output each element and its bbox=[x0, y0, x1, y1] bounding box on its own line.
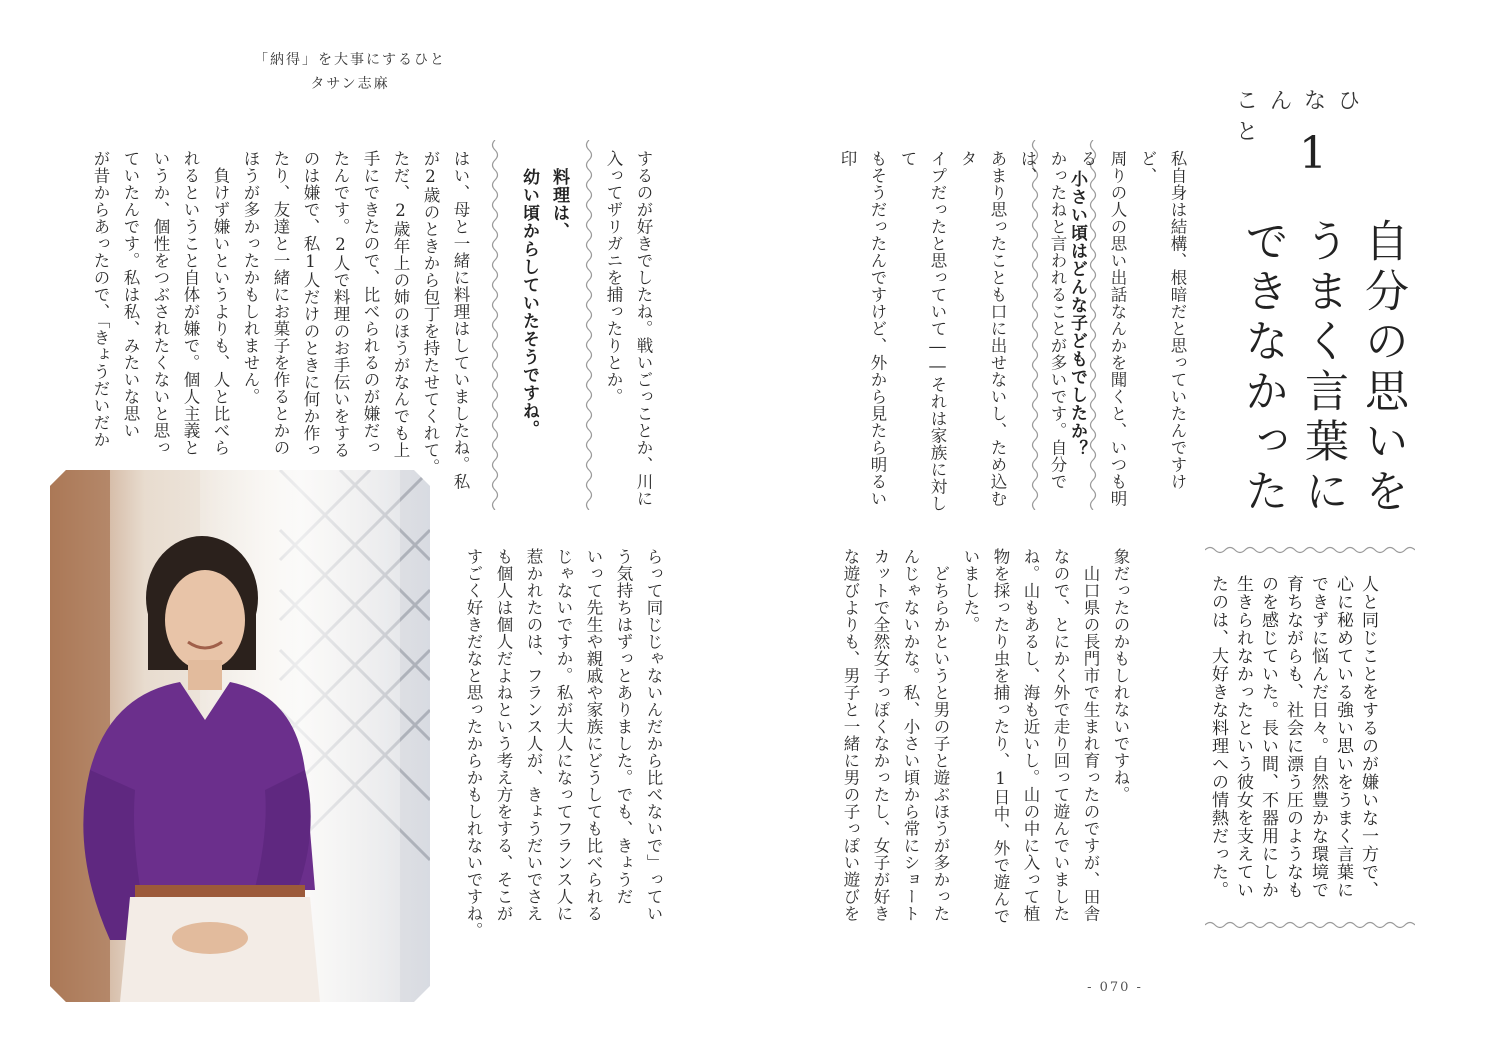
article-title: 自分の思いを うまく言葉に できなかった bbox=[1237, 218, 1408, 518]
body-column-left-top-b: はい、母と一緒に料理はしていましたね。私 が2歳のときから包丁を持たせてくれて。 ただ、2歳年上の姉のほうがなんでも上 手にできたので、比べられるのが嫌だっ たんです。2人で料理のお手伝いをする のは嫌で、私1人だけのときに何か作っ たり、友達と一緒にお菓子を作るとかの ほうが多かったかもしれません。 負けず嫌いというよりも、人と比べら れるということ自体が嫌で。個人主義と いうか、個性をつぶされたくないと思っ ていたんです。私は私、みたいな思い が昔からあったので、「きょうだいだか bbox=[91, 150, 470, 490]
body-column-right-top: 私自身は結構、根暗だと思っていたんですけど、 周りの人の思い出話なんかを聞くと、いつも明る かったねと言われることが多いです。自分では、 あまり思ったことも口に出せないし、ため込むタ イプだったと思っていて――それは家族に対して もそうだったんですけど、外から見たら明るい印 bbox=[838, 150, 1187, 512]
body-column-right-bottom: 象だったのかもしれないですね。 山口県の長門市で生まれ育ったのですが、田舎 なので、とにかく外で走り回って遊んでいました ね。山もあるし、海も近いし。山の中に入って植 物を採ったり虫を捕ったり、1日中、外で遊んで いました。 どちらかというと男の子と遊ぶほうが多かった んじゃないかな。私、小さい頃から常にショート カットで全然女子っぽくなかったし、女子が好き な遊びよりも、男子と一緒に男の子っぽい遊びを bbox=[841, 548, 1130, 925]
body-column-left-top-a: するのが好きでしたね。戦いごっことか、川に 入ってザリガニを捕ったりとか。 bbox=[604, 150, 653, 507]
lead-bottom-wave bbox=[1205, 918, 1415, 932]
header-subtitle: 「納得」を大事にするひと bbox=[254, 52, 446, 68]
lead-text: 人と同じことをするのが嫌いな一方で、 心に秘めている強い思いをうまく言葉に できずに悩んだ日々。自然豊かな環境で 育ちながらも、社会に漂う圧のようなも のを感じていた。長い間、不器用にしか 生きられなかったという彼女を支えてい たのは、大好きな料理への情熱だった。 bbox=[1208, 575, 1378, 899]
question2-wave-right bbox=[582, 140, 596, 510]
lead-top-wave bbox=[1205, 543, 1415, 557]
header-author: タサン志麻 bbox=[310, 76, 390, 92]
section-number: 1 bbox=[1299, 128, 1327, 179]
running-header bbox=[200, 48, 500, 96]
question-heading-2: 料理は、 幼い頃からしていたそうですね。 bbox=[519, 168, 569, 438]
page-number: - 070 - bbox=[1087, 980, 1143, 995]
question2-wave-left bbox=[488, 140, 502, 510]
question-heading-1: 小さい頃はどんな子どもでしたか？ bbox=[1067, 170, 1087, 458]
portrait-photo bbox=[50, 470, 430, 1002]
body-column-left-bottom: らって同じじゃないんだから比べないで」ってい う気持ちはずっとありました。でも、きょうだ いって先生や親戚や家族にどうしても比べられる じゃないですか。私が大人になってフランス人に 惹かれたのは、フランス人が、きょうだいでさえ も個人は個人だよねという考え方をする、そこが すごく好きだなと思ったからかもしれないですね。 bbox=[464, 548, 663, 939]
section-kicker: こんなひと bbox=[1236, 89, 1373, 145]
